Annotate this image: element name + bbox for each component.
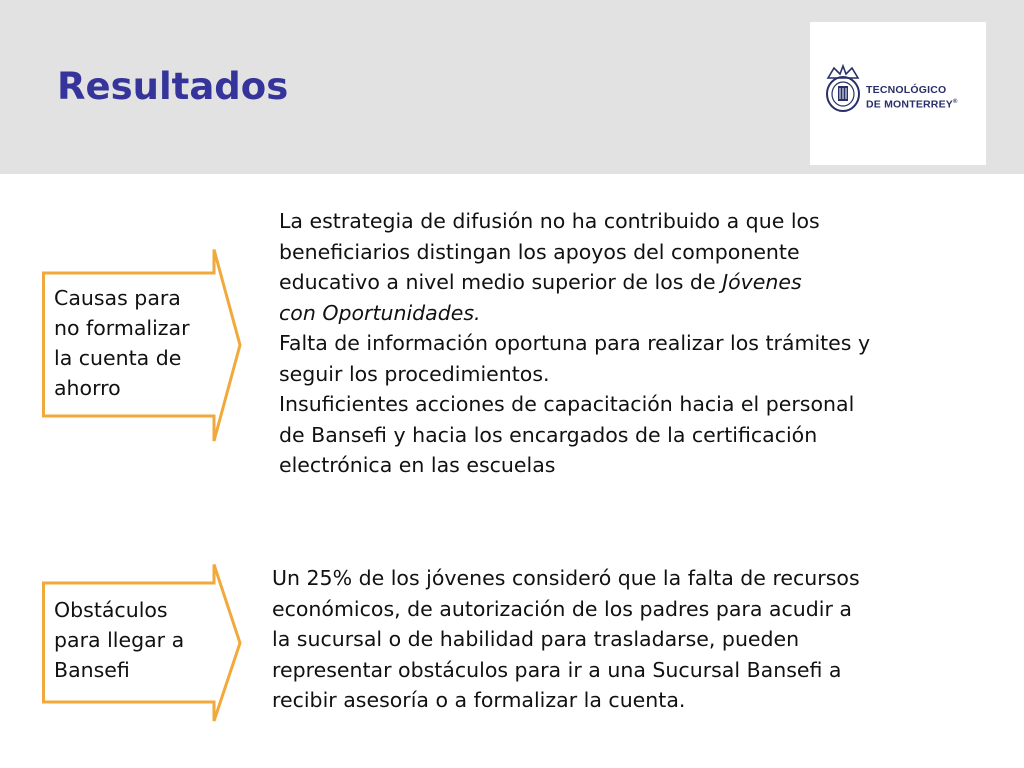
arrow-callout-obstacles bbox=[42, 563, 242, 723]
arrow-label-obstacles: Obstáculos para llegar a Bansefi bbox=[54, 598, 185, 682]
institution-logo bbox=[810, 22, 986, 165]
logo-line-1: TECNOLÓGICO bbox=[866, 84, 947, 96]
arrow-callout-causes bbox=[42, 248, 242, 443]
causes-text: La estrategia de difusión no ha contribuido a que los beneficiarios distingan los apoyos del componente educativo a nivel medio superior de los de Jóvenes con Oportunidades. Falta de información oportuna para realizar los trámites y seguir los procedimientos. Insuficientes acciones de capacitación hacia el personal de Bansefi y hacia los encargados de la certificación electrónica en las escuelas bbox=[279, 209, 871, 477]
arrow-label-causes: Causas para no formalizar la cuenta de ahorro bbox=[54, 286, 190, 400]
page-title: Resultados bbox=[57, 65, 289, 108]
logo-line-2: DE MONTERREY® bbox=[866, 98, 958, 111]
institution-seal-icon bbox=[824, 64, 862, 114]
obstacles-text: Un 25% de los jóvenes consideró que la falta de recursos económicos, de autorización de los padres para acudir a la sucursal o de habilidad para trasladarse, pueden representar obstáculos para ir a una Sucursal Bansefi a recibir asesoría o a formalizar la cuenta. bbox=[272, 566, 860, 712]
logo-wordmark bbox=[866, 84, 958, 111]
